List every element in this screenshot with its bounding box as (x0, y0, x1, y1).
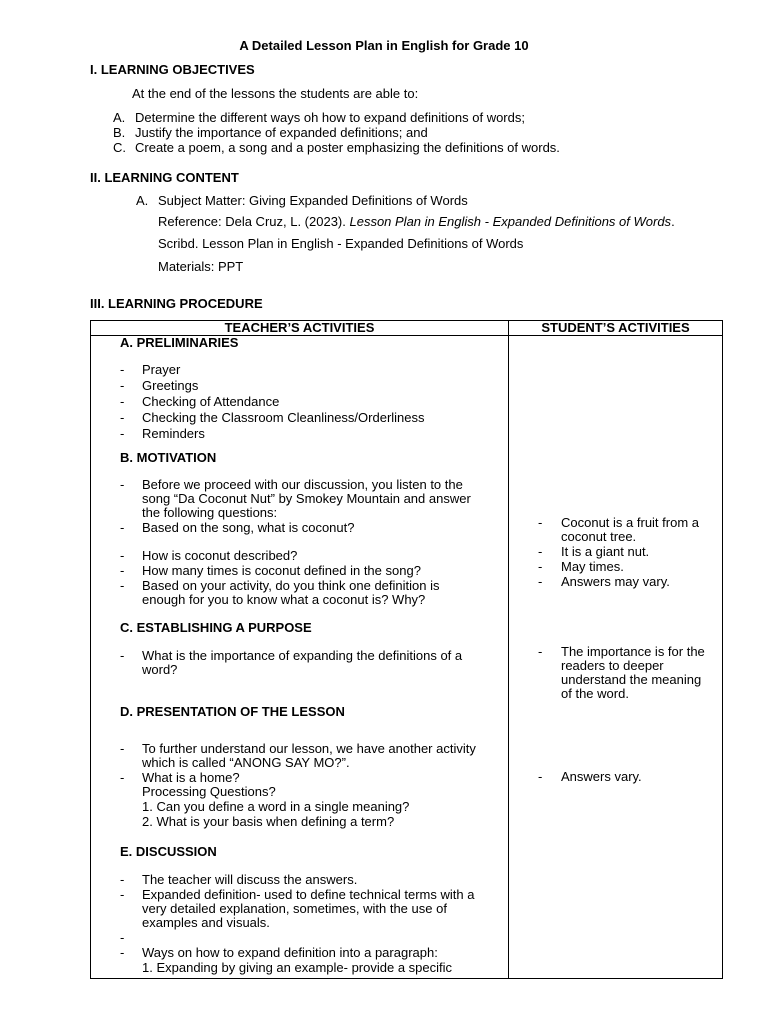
subject-text: Subject Matter: Giving Expanded Definitions of Words (158, 193, 468, 208)
list-item: Checking the Classroom Cleanliness/Orderliness (142, 410, 425, 425)
answer-line: understand the meaning (561, 672, 702, 687)
presentation-heading: D. PRESENTATION OF THE LESSON (120, 704, 345, 719)
bullet-dash: - (120, 563, 125, 578)
subject-letter: A. (136, 193, 149, 208)
bullet-dash: - (120, 741, 125, 756)
table-header-row (91, 321, 723, 336)
content-heading: II. LEARNING CONTENT (90, 170, 239, 185)
answer-line: of the word. (561, 686, 629, 701)
bullet-dash: - (538, 574, 543, 589)
list-item: How is coconut described? (142, 548, 298, 563)
objective-text: Determine the different ways oh how to expand definitions of words; (135, 110, 525, 125)
bullet-dash: - (120, 930, 125, 945)
objective-letter: C. (113, 140, 126, 155)
bullet-dash: - (120, 548, 125, 563)
procedure-table (90, 320, 723, 979)
bullet-dash: - (120, 520, 125, 535)
answer-item: Answers may vary. (561, 574, 670, 589)
list-item: How many times is coconut defined in the song? (142, 563, 421, 578)
objective-item-c (113, 140, 560, 155)
bullet-dash: - (120, 378, 125, 393)
objectives-heading: I. LEARNING OBJECTIVES (90, 62, 255, 77)
objective-item-b (113, 125, 428, 140)
list-item: Checking of Attendance (142, 394, 280, 409)
scribd-source: Scribd. Lesson Plan in English - Expanded Definitions of Words (158, 236, 524, 251)
list-item: Reminders (142, 426, 205, 441)
list-item-line: Expanded definition- used to define technical terms with a (142, 887, 475, 902)
bullet-dash: - (120, 872, 125, 887)
answer-item: May times. (561, 559, 624, 574)
reference (158, 214, 675, 229)
bullet-dash: - (538, 644, 543, 659)
table-body-row (91, 336, 723, 979)
list-item: Greetings (142, 378, 199, 393)
answer-item: It is a giant nut. (561, 544, 650, 559)
list-item-line: enough for you to know what a coconut is? Why? (142, 592, 426, 607)
list-item-line: What is the importance of expanding the definitions of a (142, 648, 463, 663)
bullet-dash: - (120, 410, 125, 425)
bullet-dash: - (120, 362, 125, 377)
procedure-heading: III. LEARNING PROCEDURE (90, 296, 263, 311)
answer-line: readers to deeper (561, 658, 664, 673)
teacher-column-header: TEACHER’S ACTIVITIES (91, 321, 509, 336)
numbered-item: 1. Can you define a word in a single meaning? (142, 799, 410, 814)
student-column-header: STUDENT’S ACTIVITIES (509, 321, 723, 336)
preliminaries-heading: A. PRELIMINARIES (120, 336, 239, 350)
answer-line: Coconut is a fruit from a (561, 515, 699, 530)
list-item-line: examples and visuals. (142, 915, 270, 930)
objective-letter: B. (113, 125, 126, 140)
list-item: What is a home? (142, 770, 240, 785)
objective-item-a (113, 110, 525, 125)
answer-line: The importance is for the (561, 644, 705, 659)
list-item-line: word? (142, 662, 178, 677)
student-activities-cell (509, 336, 723, 979)
bullet-dash: - (120, 477, 125, 492)
purpose-heading: C. ESTABLISHING A PURPOSE (120, 620, 312, 635)
numbered-item: 1. Expanding by giving an example- provide a specific (142, 960, 453, 975)
reference-title: Lesson Plan in English - Expanded Definitions of Words (349, 214, 672, 229)
numbered-item: 2. What is your basis when defining a term? (142, 814, 395, 829)
teacher-activities-cell (91, 336, 509, 979)
answer-line: coconut tree. (561, 529, 637, 544)
bullet-dash: - (120, 887, 125, 902)
bullet-dash: - (120, 394, 125, 409)
bullet-dash: - (538, 769, 543, 784)
objective-text: Create a poem, a song and a poster emphasizing the definitions of words. (135, 140, 560, 155)
document-title: A Detailed Lesson Plan in English for Grade 10 (239, 38, 529, 53)
bullet-dash: - (538, 544, 543, 559)
list-item-line: very detailed explanation, sometimes, with the use of (142, 901, 447, 916)
bullet-dash: - (538, 559, 543, 574)
objective-letter: A. (113, 110, 126, 125)
list-item: Based on the song, what is coconut? (142, 520, 355, 535)
list-item: Ways on how to expand definition into a paragraph: (142, 945, 438, 960)
reference-prefix: Reference: Dela Cruz, L. (2023). (158, 214, 350, 229)
reference-suffix: . (671, 214, 675, 229)
answer-item: Answers vary. (561, 769, 642, 784)
bullet-dash: - (120, 770, 125, 785)
bullet-dash: - (120, 945, 125, 960)
bullet-dash: - (120, 578, 125, 593)
list-item-line: song “Da Coconut Nut” by Smokey Mountain and answer (142, 491, 471, 506)
list-item: Prayer (142, 362, 181, 377)
motivation-heading: B. MOTIVATION (120, 450, 217, 465)
bullet-dash: - (120, 648, 125, 663)
bullet-dash: - (120, 426, 125, 441)
bullet-dash: - (538, 515, 543, 530)
subject-matter (136, 193, 468, 208)
list-item: The teacher will discuss the answers. (142, 872, 358, 887)
list-item-line: Based on your activity, do you think one definition is (142, 578, 440, 593)
list-item-line: the following questions: (142, 505, 278, 520)
objective-text: Justify the importance of expanded definitions; and (135, 125, 428, 140)
materials: Materials: PPT (158, 259, 244, 274)
discussion-heading: E. DISCUSSION (120, 844, 217, 859)
list-item-line: which is called “ANONG SAY MO?”. (142, 755, 350, 770)
list-item-line: To further understand our lesson, we have another activity (142, 741, 476, 756)
list-item-line: Before we proceed with our discussion, you listen to the (142, 477, 463, 492)
list-item: Processing Questions? (142, 784, 276, 799)
objectives-intro: At the end of the lessons the students are able to: (132, 86, 419, 101)
